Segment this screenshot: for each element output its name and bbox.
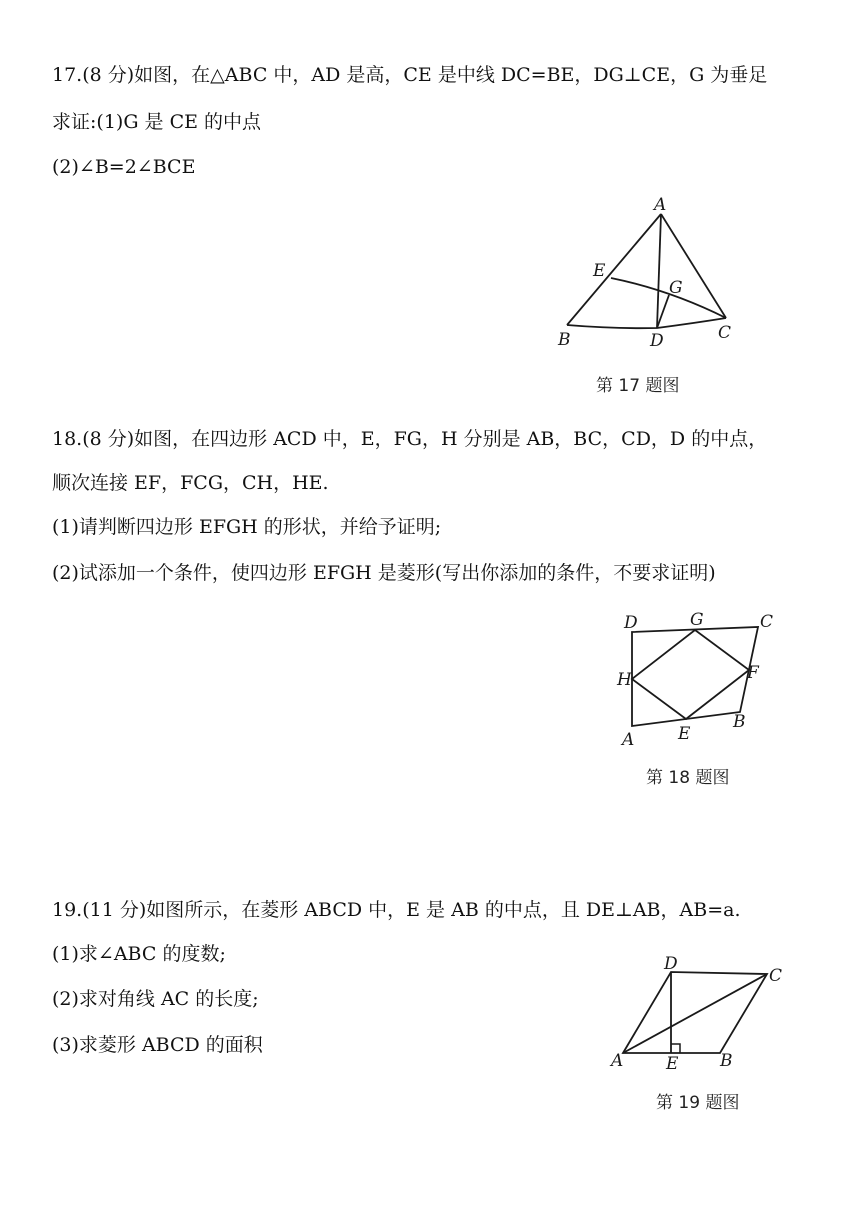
q18-figure (610, 608, 780, 753)
q19-statement: 19.(11 分)如图所示，在菱形 ABCD 中，E 是 AB 的中点，且 DE⊥AB，AB=a. (52, 899, 741, 921)
q18-label-h: H (617, 670, 632, 690)
q17-figure (545, 192, 765, 351)
q19-figure-caption: 第 19 题图 (656, 1093, 740, 1113)
q18-part2: (2)试添加一个条件，使四边形 EFGH 是菱形(写出你添加的条件，不要求证明) (52, 562, 716, 584)
q19-part1: (1)求∠ABC 的度数; (52, 943, 226, 965)
q19-part2: (2)求对角线 AC 的长度; (52, 988, 259, 1010)
q18-label-b: B (733, 712, 746, 732)
q18-label-e: E (678, 724, 691, 744)
q19-label-d: D (664, 954, 678, 974)
q18-statement: 18.(8 分)如图，在四边形 ACD 中，E，FG，H 分别是 AB，BC，CD，D 的中点， (52, 428, 768, 450)
q18-label-a: A (622, 730, 635, 750)
q17-label-e: E (593, 261, 606, 281)
q18-label-c: C (760, 612, 774, 632)
q19-label-a: A (611, 1051, 624, 1071)
q18-part1: (1)请判断四边形 EFGH 的形状，并给予证明; (52, 516, 442, 538)
q17-label-b: B (558, 330, 571, 350)
q19-figure (605, 950, 790, 1080)
q18-label-f: F (747, 663, 759, 683)
q17-label-d: D (650, 331, 664, 351)
q19-part3: (3)求菱形 ABCD 的面积 (52, 1034, 263, 1056)
q17-segment-ab (567, 214, 661, 325)
q19-label-c: C (769, 966, 783, 986)
q17-label-g: G (669, 278, 683, 298)
q17-label-a: A (654, 195, 667, 215)
q18-statement-cont: 顺次连接 EF，FCG，CH，HE. (52, 472, 329, 494)
q17-figure-caption: 第 17 题图 (596, 376, 680, 396)
q18-quadrilateral-efgh (632, 630, 749, 719)
q17-part2: (2)∠B=2∠BCE (52, 156, 196, 178)
q17-statement: 17.(8 分)如图，在△ABC 中，AD 是高，CE 是中线 DC=BE，DG⊥CE，G 为垂足 (52, 64, 768, 86)
q18-label-d: D (624, 613, 638, 633)
q17-segment-bc (567, 318, 726, 328)
q17-segment-ad (657, 214, 661, 328)
q18-figure-caption: 第 18 题图 (646, 768, 730, 788)
q19-label-b: B (720, 1051, 733, 1071)
q18-label-g: G (690, 610, 704, 630)
q17-label-c: C (718, 323, 732, 343)
q17-part1: 求证:(1)G 是 CE 的中点 (52, 111, 262, 133)
q19-label-e: E (666, 1054, 679, 1074)
q19-diagonal-ac (623, 974, 767, 1053)
q19-right-angle-mark (671, 1044, 680, 1053)
